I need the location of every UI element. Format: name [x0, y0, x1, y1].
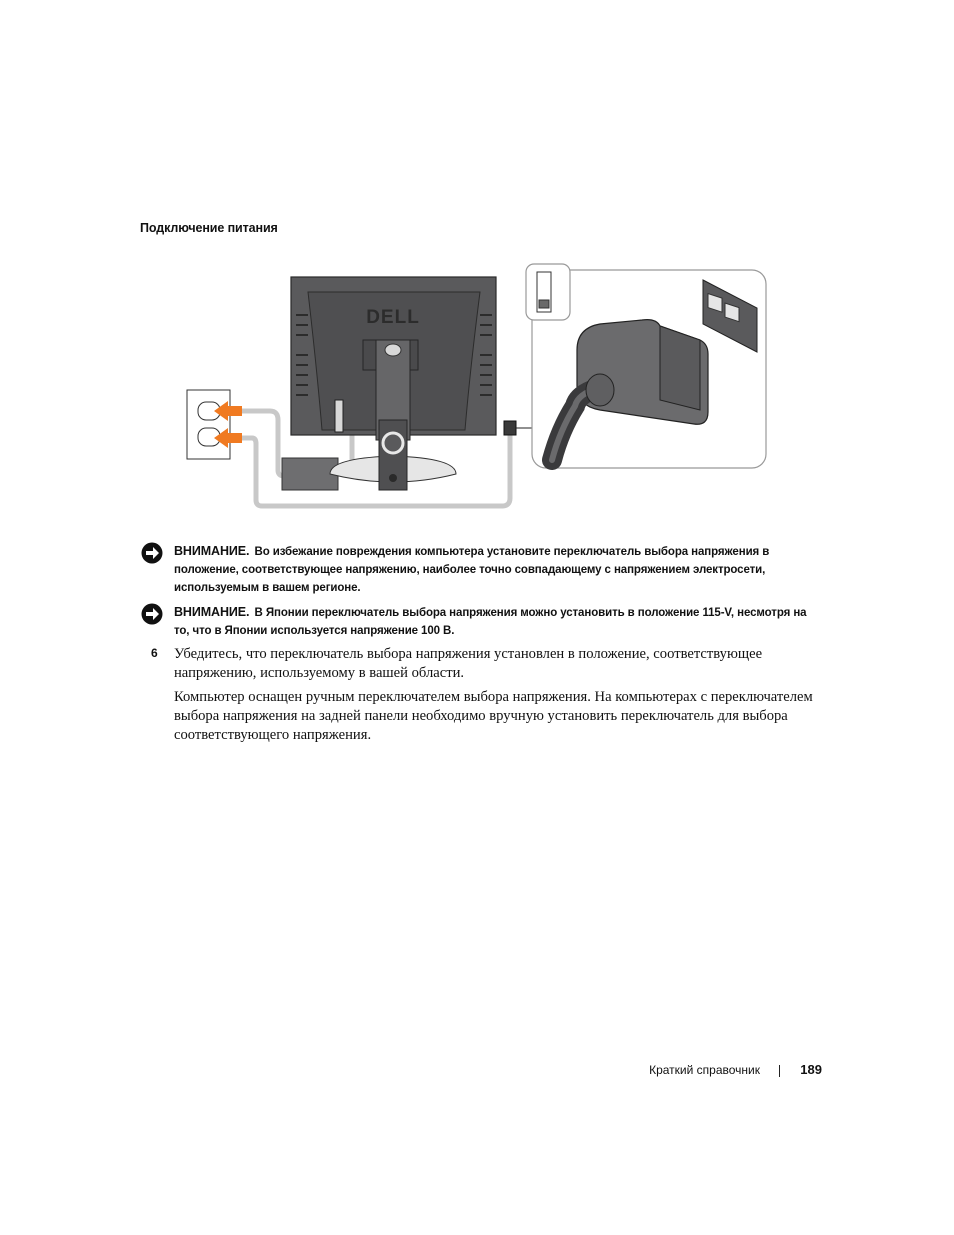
footer-separator	[779, 1065, 780, 1077]
step-text: Убедитесь, что переключатель выбора напряжения установлен в положение, соответствующее напряжению, используемому в вашей области.	[174, 646, 763, 681]
notice-text	[174, 542, 824, 597]
notice-text	[174, 603, 824, 640]
notice-body: В Японии переключатель выбора напряжения можно установить в положение 115-V, несмотря на то, что в Японии используется напряжение 100 В.	[174, 607, 807, 637]
notice-label: ВНИМАНИЕ.	[174, 544, 250, 558]
notice-label: ВНИМАНИЕ.	[174, 605, 250, 619]
section-title: Подключение питания	[140, 221, 278, 235]
power-connection-illustration	[180, 260, 780, 520]
page-footer	[560, 1062, 822, 1080]
detail-zoom	[526, 264, 766, 468]
notice-arrow-icon	[141, 603, 163, 625]
cable-connector	[504, 421, 516, 435]
wall-outlet	[187, 390, 230, 459]
step-number: 6	[151, 646, 158, 660]
notice-arrow-icon	[141, 542, 163, 564]
body-paragraph: Компьютер оснащен ручным переключателем выбора напряжения. На компьютерах с переключателем выбора напряжения на задней панели необходимо вручную установить переключатель для выбора соответствующего напряжения.	[174, 689, 813, 743]
notice-body: Во избежание повреждения компьютера установите переключатель выбора напряжения в положение, соответствующее напряжению, наиболее точно совпадающему с напряжением электросети, используемым в вашем регионе.	[174, 546, 770, 594]
dell-logo: DELL	[366, 307, 420, 328]
page-number: 189	[800, 1062, 822, 1077]
footer-title: Краткий справочник	[649, 1063, 760, 1077]
